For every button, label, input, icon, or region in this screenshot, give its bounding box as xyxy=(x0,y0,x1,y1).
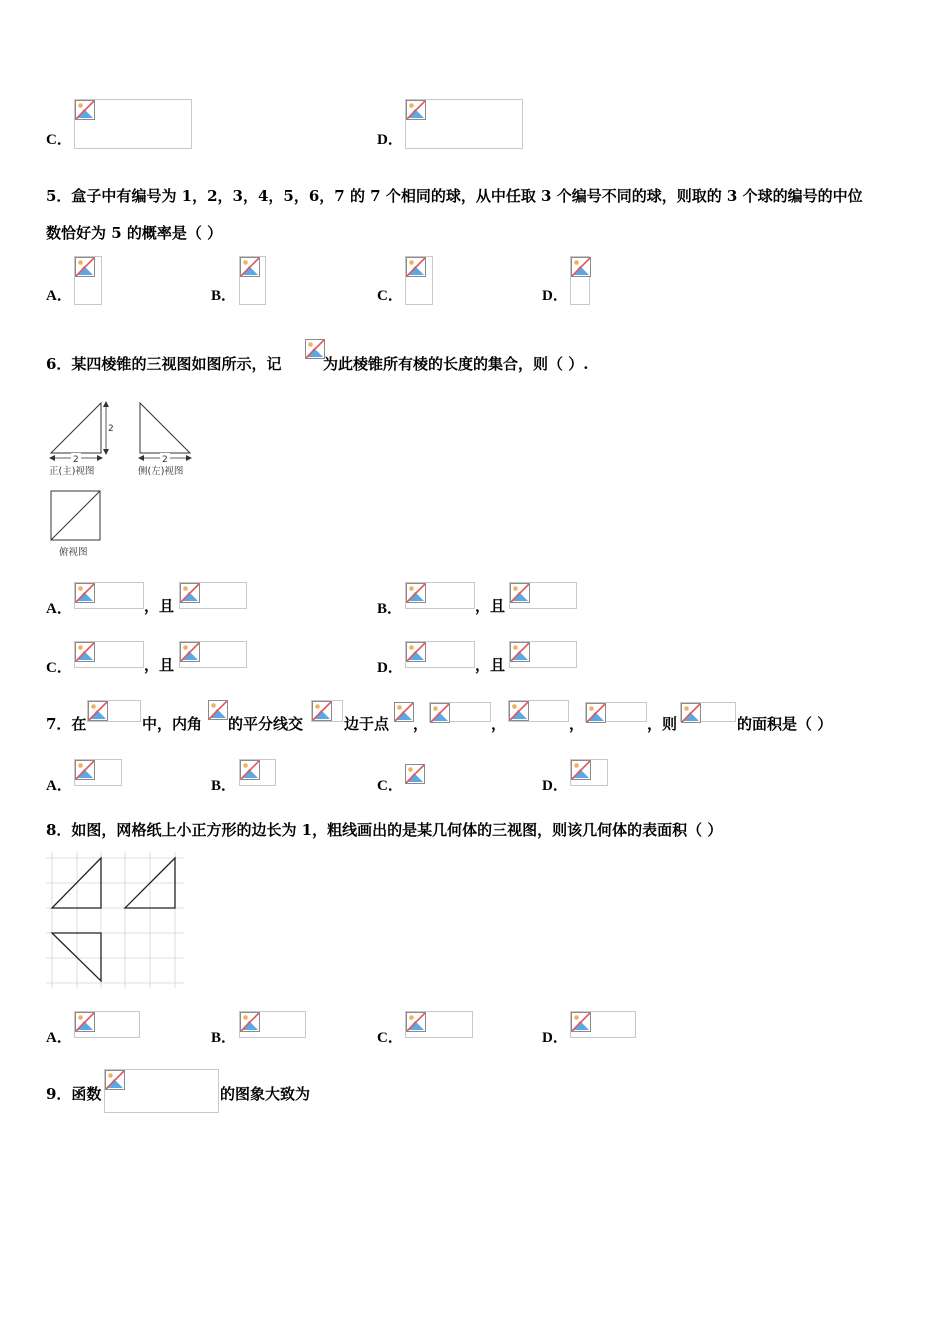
q6-option-a-image2 xyxy=(179,582,247,609)
broken-image-icon xyxy=(406,100,426,120)
q6-option-b-label: B． xyxy=(377,601,403,617)
q6-stem-part1: 6．某四棱锥的三视图如图所示，记 xyxy=(46,355,282,373)
front-view-label: 正(主)视图 xyxy=(49,466,95,477)
q9-stem-part1: 9．函数 xyxy=(46,1085,102,1103)
q7-point-image xyxy=(394,702,414,722)
q5-option-c-image xyxy=(405,256,433,305)
q8-option-d-label: D． xyxy=(542,1030,568,1046)
q7-comma-3: ， xyxy=(569,715,585,733)
q7-option-b-image xyxy=(239,759,276,786)
q7-stem-zhong: 中，内角 xyxy=(142,715,203,733)
broken-image-icon xyxy=(681,703,701,723)
broken-image-icon xyxy=(240,760,260,780)
q7-side-image xyxy=(311,700,343,722)
side-view-dim-arrow-right xyxy=(186,455,192,461)
q6-option-c-conj: ，且 xyxy=(144,656,175,674)
broken-image-icon xyxy=(405,764,425,784)
q6-set-symbol-image xyxy=(305,339,323,360)
side-view-width-label: 2 xyxy=(162,455,168,465)
q6-option-d-label: D． xyxy=(377,660,403,676)
q7-condition-image-1 xyxy=(429,702,491,722)
q6-option-a-image1 xyxy=(74,582,144,609)
broken-image-icon xyxy=(105,1070,125,1090)
front-view-height-label: 2 xyxy=(108,424,114,434)
q7-option-d-label: D． xyxy=(542,778,568,794)
q8-option-b-image xyxy=(239,1011,306,1038)
broken-image-icon xyxy=(240,1012,260,1032)
broken-image-icon xyxy=(75,642,95,662)
q9-function-image xyxy=(104,1069,219,1113)
q6-option-c-label: C． xyxy=(46,660,72,676)
q5-option-a-label: A． xyxy=(46,288,72,304)
q7-condition-image-2 xyxy=(508,700,569,722)
q8-grid xyxy=(46,852,184,988)
broken-image-icon xyxy=(75,1012,95,1032)
q6-option-d-image1 xyxy=(405,641,475,668)
broken-image-icon xyxy=(571,1012,591,1032)
top-view-label: 俯视图 xyxy=(59,547,88,558)
q6-option-b-conj: ，且 xyxy=(475,597,506,615)
broken-image-icon xyxy=(75,257,95,277)
broken-image-icon xyxy=(406,642,426,662)
q5-stem-line2: 数恰好为 5 的概率是（ ） xyxy=(46,224,223,242)
broken-image-icon xyxy=(75,760,95,780)
front-view-dim-arrow-top xyxy=(103,401,109,407)
q7-option-b-label: B． xyxy=(211,778,237,794)
option-c-label: C． xyxy=(46,132,72,148)
q7-stem-pingfen: 的平分线交 xyxy=(228,715,304,733)
q5-option-b-image xyxy=(239,256,266,305)
q8-option-c-label: C． xyxy=(377,1030,403,1046)
broken-image-icon xyxy=(509,701,529,721)
q7-option-c-image xyxy=(405,764,421,786)
q7-stem-ze: ，则 xyxy=(647,715,678,733)
broken-image-icon xyxy=(510,642,530,662)
q5-option-d-image xyxy=(570,256,590,305)
q7-option-a-image xyxy=(74,759,122,786)
q7-stem-num: 7．在 xyxy=(46,715,87,733)
q8-grid-three-view-figure xyxy=(44,850,186,990)
broken-image-icon xyxy=(571,760,591,780)
q8-option-d-image xyxy=(570,1011,636,1038)
broken-image-icon xyxy=(312,701,332,721)
q7-comma-1: ， xyxy=(413,715,429,733)
q8-option-a-label: A． xyxy=(46,1030,72,1046)
front-view-dim-arrow-bottom xyxy=(103,449,109,455)
front-view-triangle xyxy=(51,403,101,453)
q5-option-c-label: C． xyxy=(377,288,403,304)
broken-image-icon xyxy=(208,700,228,720)
q7-triangle-image xyxy=(87,700,141,722)
q7-option-d-image xyxy=(570,759,608,786)
q6-three-view-figure xyxy=(44,398,204,563)
front-view-dim-arrow-left xyxy=(49,455,55,461)
side-view-dim-arrow-left xyxy=(138,455,144,461)
q8-top-view xyxy=(52,933,101,981)
broken-image-icon xyxy=(394,702,414,722)
broken-image-icon xyxy=(180,583,200,603)
q6-option-c-image2 xyxy=(179,641,247,668)
q5-option-d-label: D． xyxy=(542,288,568,304)
q7-option-c-label: C． xyxy=(377,778,403,794)
option-d-label: D． xyxy=(377,132,403,148)
q6-option-b-image2 xyxy=(509,582,577,609)
q8-option-b-label: B． xyxy=(211,1030,237,1046)
q8-option-c-image xyxy=(405,1011,473,1038)
broken-image-icon xyxy=(430,703,450,723)
front-view-dim-arrow-right xyxy=(97,455,103,461)
broken-image-icon xyxy=(571,257,591,277)
broken-image-icon xyxy=(406,1012,426,1032)
q8-option-a-image xyxy=(74,1011,140,1038)
option-d-image xyxy=(405,99,523,149)
top-view-diagonal xyxy=(51,491,100,540)
q8-stem: 8．如图，网格纸上小正方形的边长为 1，粗线画出的是某几何体的三视图，则该几何体的表面积（ ） xyxy=(46,821,723,839)
q6-option-a-conj: ，且 xyxy=(144,597,175,615)
q7-stem-end: 的面积是（ ） xyxy=(737,715,833,733)
q6-option-d-conj: ，且 xyxy=(475,656,506,674)
broken-image-icon xyxy=(180,642,200,662)
q7-option-a-label: A． xyxy=(46,778,72,794)
broken-image-icon xyxy=(305,339,325,359)
q9-stem-part2: 的图象大致为 xyxy=(220,1085,311,1103)
q5-option-b-label: B． xyxy=(211,288,237,304)
q5-stem-line1: 5．盒子中有编号为 1，2，3，4，5，6，7 的 7 个相同的球，从中任取 3 个编号不同的球，则取的 3 个球的编号的中位 xyxy=(46,187,863,205)
q5-option-a-image xyxy=(74,256,102,305)
q6-option-a-label: A． xyxy=(46,601,72,617)
broken-image-icon xyxy=(75,583,95,603)
broken-image-icon xyxy=(240,257,260,277)
q7-condition-image-3 xyxy=(585,702,647,722)
q6-option-d-image2 xyxy=(509,641,577,668)
front-view-width-label: 2 xyxy=(73,455,79,465)
q6-option-c-image1 xyxy=(74,641,144,668)
side-view-label: 侧(左)视图 xyxy=(138,466,184,477)
broken-image-icon xyxy=(586,703,606,723)
broken-image-icon xyxy=(510,583,530,603)
broken-image-icon xyxy=(406,257,426,277)
q6-option-b-image1 xyxy=(405,582,475,609)
side-view-triangle xyxy=(140,403,190,453)
q6-stem-part2: 为此棱锥所有棱的长度的集合，则（ ）. xyxy=(323,355,589,373)
broken-image-icon xyxy=(75,100,95,120)
broken-image-icon xyxy=(406,583,426,603)
option-c-image xyxy=(74,99,192,149)
q7-angle-image xyxy=(208,700,228,722)
q7-stem-bian: 边于点 xyxy=(344,715,390,733)
q7-target-triangle-image xyxy=(680,702,736,722)
q7-comma-2: ， xyxy=(491,715,507,733)
broken-image-icon xyxy=(88,701,108,721)
